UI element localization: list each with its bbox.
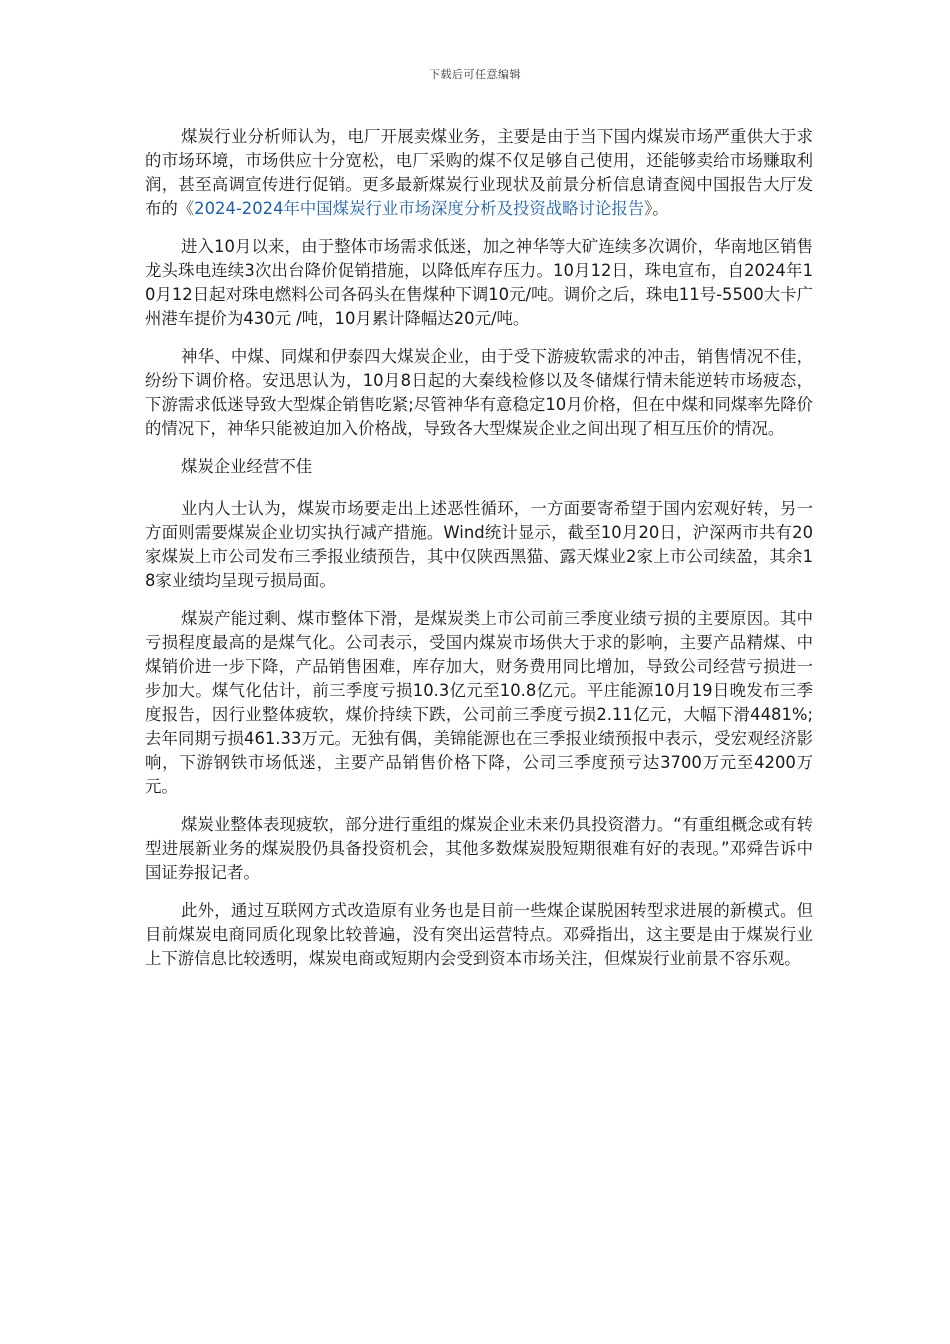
header-note: 下载后可任意编辑	[429, 68, 521, 81]
paragraph-6: 煤炭业整体表现疲软，部分进行重组的煤炭企业未来仍具投资潜力。“有重组概念或有转型进展新业务的煤炭股仍具备投资机会，其他多数煤炭股短期很难有好的表现。”邓舜告诉中国证券报记者。	[145, 815, 813, 882]
paragraph-1-text: 煤炭行业分析师认为，电厂开展卖煤业务，主要是由于当下国内煤炭市场严重供大于求的市场环境，市场供应十分宽松，电厂采购的煤不仅足够自己使用，还能够卖给市场赚取利润，甚至高调宣传进行促销。更多最新煤炭行业现状及前景分析信息请查阅中国报告大厅发布的《	[145, 127, 813, 218]
section-heading: 煤炭企业经营不佳	[181, 457, 313, 476]
paragraph-4: 业内人士认为，煤炭市场要走出上述恶性循环，一方面要寄希望于国内宏观好转，另一方面则需要煤炭企业切实执行减产措施。Wind统计显示，截至10月20日，沪深两市共有20家煤炭上市公司发布三季报业绩预告，其中仅陕西黑猫、露天煤业2家上市公司续盈，其余18家业绩均呈现亏损局面。	[145, 499, 813, 590]
paragraph-2: 进入10月以来，由于整体市场需求低迷，加之神华等大矿连续多次调价，华南地区销售龙头珠电连续3次出台降价促销措施，以降低库存压力。10月12日，珠电宣布，自2024年10月12日起对珠电燃料公司各码头在售煤种下调10元/吨。调价之后，珠电11号-5500大卡广州港车提价为430元 /吨，10月累计降幅达20元/吨。	[145, 237, 813, 328]
article-body	[145, 125, 813, 985]
report-link[interactable]: 2024-2024年中国煤炭行业市场深度分析及投资战略讨论报告	[194, 199, 645, 218]
paragraph-7: 此外，通过互联网方式改造原有业务也是目前一些煤企谋脱困转型求进展的新模式。但目前煤炭电商同质化现象比较普遍，没有突出运营特点。邓舜指出，这主要是由于煤炭行业上下游信息比较透明，煤炭电商或短期内会受到资本市场关注，但煤炭行业前景不容乐观。	[145, 901, 813, 968]
paragraph-1	[145, 125, 813, 221]
paragraph-5: 煤炭产能过剩、煤市整体下滑，是煤炭类上市公司前三季度业绩亏损的主要原因。其中亏损程度最高的是煤气化。公司表示，受国内煤炭市场供大于求的影响，主要产品精煤、中煤销价进一步下降，产品销售困难，库存加大，财务费用同比增加，导致公司经营亏损进一步加大。煤气化估计，前三季度亏损10.3亿元至10.8亿元。平庄能源10月19日晚发布三季度报告，因行业整体疲软，煤价持续下跌，公司前三季度亏损2.11亿元，大幅下滑4481%;去年同期亏损461.33万元。无独有偶，美锦能源也在三季报业绩预报中表示，受宏观经济影响，下游钢铁市场低迷，主要产品销售价格下降，公司三季度预亏达3700万元至4200万元。	[145, 609, 813, 796]
paragraph-3: 神华、中煤、同煤和伊泰四大煤炭企业，由于受下游疲软需求的冲击，销售情况不佳，纷纷下调价格。安迅思认为，10月8日起的大秦线检修以及冬储煤行情未能逆转市场疲态，下游需求低迷导致大型煤企销售吃紧;尽管神华有意稳定10月价格，但在中煤和同煤率先降价的情况下，神华只能被迫加入价格战，导致各大型煤炭企业之间出现了相互压价的情况。	[145, 347, 813, 438]
paragraph-1-tail: 》。	[644, 199, 669, 218]
